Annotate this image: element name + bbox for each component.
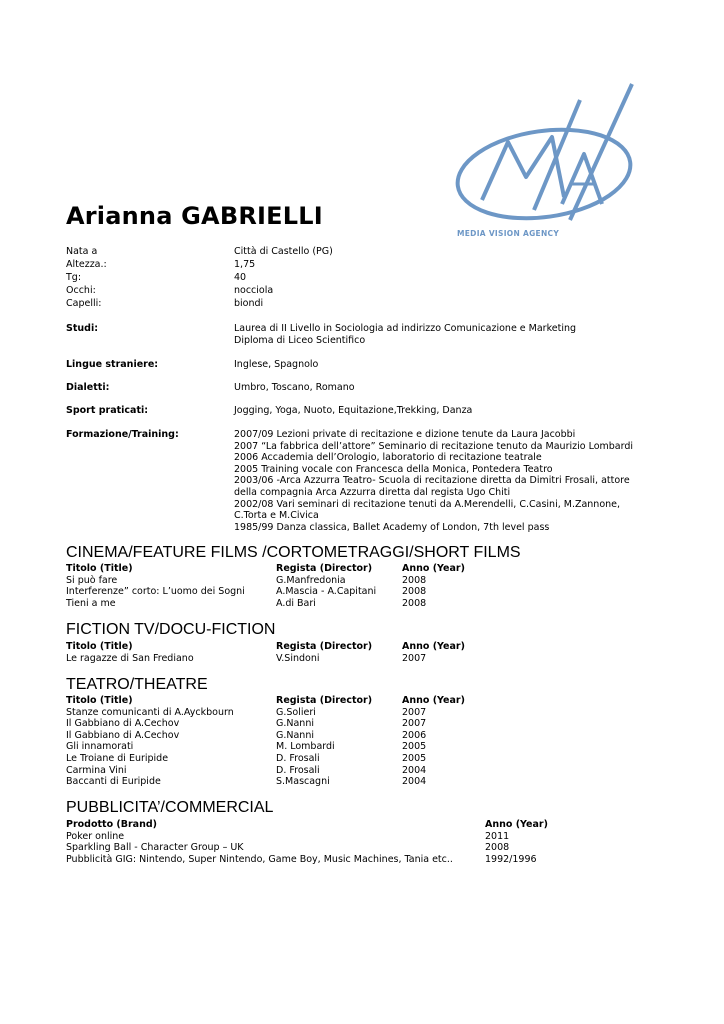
media-vision-agency-logo bbox=[452, 82, 642, 242]
fiction-section-title: FICTION TV/DOCU-FICTION bbox=[66, 621, 276, 638]
cinema-section-title: CINEMA/FEATURE FILMS /CORTOMETRAGGI/SHORT FILMS bbox=[66, 544, 521, 561]
teatro-section-title: TEATRO/THEATRE bbox=[66, 676, 208, 693]
logo-caption: MEDIA VISION AGENCY bbox=[457, 229, 560, 238]
training-line: C.Torta e M.Civica bbox=[234, 510, 319, 522]
training-line: 2002/08 Vari seminari di recitazione tenuti da A.Merendelli, C.Casini, M.Zannone, bbox=[234, 498, 621, 510]
studi-label: Studi: bbox=[66, 323, 99, 334]
training-line: 2007/09 Lezioni private di recitazione e dizione tenute da Laura Jacobbi bbox=[234, 429, 576, 440]
studi-line: Diploma di Liceo Scientifico bbox=[234, 334, 366, 346]
page-title: Arianna GABRIELLI bbox=[66, 202, 323, 230]
studi-line: Laurea di II Livello in Sociologia ad indirizzo Comunicazione e Marketing bbox=[234, 323, 577, 334]
training-list bbox=[234, 429, 658, 533]
training-line: della compagnia Arca Azzurra diretta dal regista Ugo Chiti bbox=[234, 486, 511, 498]
training-line: 2003/06 -Arca Azzurra Teatro- Scuola di recitazione diretta da Dimitri Frosali, attore bbox=[234, 475, 630, 487]
commercial-section-title: PUBBLICITA’/COMMERCIAL bbox=[66, 799, 274, 816]
training-line: 2006 Accademia dell’Orologio, laboratorio di recitazione teatrale bbox=[234, 452, 542, 464]
training-line: 1985/99 Danza classica, Ballet Academy of London, 7th level pass bbox=[234, 521, 550, 533]
training-line: 2007 “La fabbrica dell’attore” Seminario di recitazione tenuto da Maurizio Lombardi bbox=[234, 440, 634, 452]
training-line: 2005 Training vocale con Francesca della Monica, Pontedera Teatro bbox=[234, 463, 553, 475]
